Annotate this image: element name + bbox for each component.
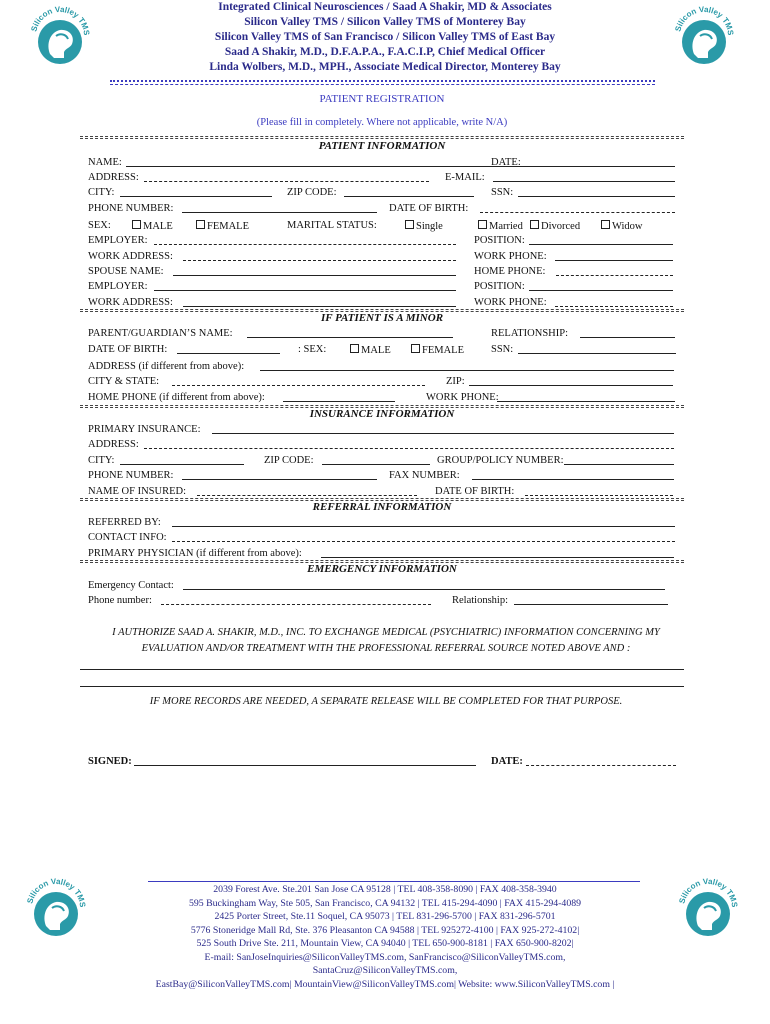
insurance-city-field[interactable] [120,455,244,468]
home-phone-field[interactable] [556,266,673,279]
patient-row-sex-marital [88,220,684,235]
minor-home-phone-label: HOME PHONE (if different from above): [88,392,265,403]
letterhead-line: Linda Wolbers, M.D., MPH., Associate Medical Director, Monterey Bay [209,61,561,73]
emergency-contact-field[interactable] [183,580,665,593]
minor-city-label: CITY & STATE: [88,376,160,387]
spouse-work-address-label: WORK ADDRESS: [88,297,173,308]
zip-label: ZIP CODE: [287,187,337,198]
emergency-relationship-label: Relationship: [452,595,508,606]
referred-by-field[interactable] [172,517,675,530]
marital-single-checkbox[interactable]: Single [405,220,443,232]
insurance-zip-label: ZIP CODE: [264,455,314,466]
signature-field[interactable] [134,756,476,769]
group-field[interactable] [564,455,674,468]
patient-row-phone [88,203,684,218]
logo-top-left [28,6,92,70]
emergency-row-phone [88,595,684,610]
signed-date-field[interactable] [526,756,676,769]
minor-ssn-label: SSN: [491,344,514,355]
letterhead-line: Integrated Clinical Neurosciences / Saad A Shakir, MD & Associates [218,1,552,13]
name-label: NAME: [88,157,122,168]
minor-dob-label: DATE OF BIRTH: [88,344,168,355]
header-divider-2 [110,84,655,85]
signature-row [88,756,684,771]
referral-row-contact [88,532,684,547]
authorization-line: I AUTHORIZE SAAD A. SHAKIR, M.D., INC. TO EXCHANGE MEDICAL (PSYCHIATRIC) INFORMATION CONCERNING MY [112,627,660,638]
minor-row-dob [88,344,684,359]
signed-label: SIGNED: [88,756,132,767]
form-title: PATIENT REGISTRATION [319,93,445,105]
insured-label: NAME OF INSURED: [88,486,187,497]
primary-insurance-field[interactable] [212,424,674,437]
section-referral: REFERRAL INFORMATION [312,501,452,513]
minor-row-guardian [88,328,684,343]
form-instructions: (Please fill in completely. Where not applicable, write N/A) [256,117,508,128]
referred-by-label: REFERRED BY: [88,517,161,528]
minor-row-city [88,376,684,391]
divider [80,560,684,561]
insurance-phone-label: PHONE NUMBER: [88,470,174,481]
footer-line: 5776 Stoneridge Mall Rd, Ste. 376 Pleasanton CA 94588 | TEL 925272-4100 | FAX 925-272-4102| [190,924,580,936]
logo-text: Silicon Valley TMS [29,6,92,36]
footer-line: 2039 Forest Ave. Ste.201 San Jose CA 95128 | TEL 408-358-8090 | FAX 408-358-3940 [213,884,557,895]
position-field[interactable] [529,235,673,248]
work-phone-label: WORK PHONE: [474,251,547,262]
footer-addresses [140,883,630,991]
section-patient-information: PATIENT INFORMATION [318,140,446,152]
minor-address-field[interactable] [260,361,674,374]
date-label: DATE: [491,157,521,168]
relationship-field[interactable] [580,328,675,341]
guardian-field[interactable] [247,328,453,341]
logo-bottom-right [676,878,740,942]
contact-info-field[interactable] [172,532,675,545]
footer-line: EastBay@SiliconValleyTMS.com| MountainView@SiliconValleyTMS.com| Website: www.SiliconValleyTMS.com | [155,978,615,990]
signed-date-label: DATE: [491,756,523,767]
employer-field[interactable] [154,235,456,248]
relationship-label: RELATIONSHIP: [491,328,569,339]
emergency-row-contact [88,580,684,595]
phone-label: PHONE NUMBER: [88,203,174,214]
insurance-address-label: ADDRESS: [88,439,139,450]
divider [80,498,684,499]
spouse-position-label: POSITION: [474,281,525,292]
city-label: CITY: [88,187,115,198]
footer-line: E-mail: SanJoseInquiries@SiliconValleyTMS.com, SanFrancisco@SiliconValleyTMS.com, SantaCruz@SiliconValleyTMS.com, [204,951,566,976]
authorization-field-2[interactable] [80,686,684,687]
marital-widow-checkbox[interactable]: Widow [601,220,643,232]
primary-insurance-label: PRIMARY INSURANCE: [88,424,201,435]
minor-work-phone-field[interactable] [497,392,675,405]
patient-row-name [88,157,684,172]
minor-ssn-field[interactable] [518,344,676,357]
spouse-position-field[interactable] [529,281,673,294]
footer-line: 525 South Drive Ste. 211, Mountain View, CA 94040 | TEL 650-900-8181 | FAX 650-900-8202| [196,938,574,949]
insurance-row-address [88,439,684,454]
position-label: POSITION: [474,235,525,246]
minor-sex-label: : SEX: [298,344,327,355]
address-label: ADDRESS: [88,172,139,183]
patient-row-employer [88,235,684,250]
section-emergency: EMERGENCY INFORMATION [307,563,457,575]
minor-zip-label: ZIP: [446,376,465,387]
insurance-address-field[interactable] [144,439,674,452]
logo-text: Silicon Valley TMS [673,6,736,36]
zip-field[interactable] [344,187,474,200]
authorization-line: EVALUATION AND/OR TREATMENT WITH THE PROFESSIONAL REFERRAL SOURCE NOTED ABOVE AND : [141,643,631,654]
ssn-label: SSN: [491,187,514,198]
logo-text: Silicon Valley TMS [25,878,88,908]
guardian-label: PARENT/GUARDIAN’S NAME: [88,328,233,339]
fax-field[interactable] [472,470,674,483]
divider [80,136,684,137]
marital-married-checkbox[interactable]: Married [478,220,523,232]
minor-work-phone-label: WORK PHONE: [426,392,499,403]
section-insurance: INSURANCE INFORMATION [309,408,455,420]
phone-field[interactable] [182,203,377,216]
patient-row-employer2 [88,281,684,296]
emergency-relationship-field[interactable] [514,595,668,608]
dob-label: DATE OF BIRTH: [389,203,469,214]
records-note: IF MORE RECORDS ARE NEEDED, A SEPARATE RELEASE WILL BE COMPLETED FOR THAT PURPOSE. [149,696,623,707]
ssn-field[interactable] [518,187,675,200]
logo-text: Silicon Valley TMS [677,878,740,908]
city-field[interactable] [120,187,272,200]
spouse-work-phone-label: WORK PHONE: [474,297,547,308]
employer-label: EMPLOYER: [88,235,148,246]
dob-field[interactable] [480,203,675,216]
patient-row-address [88,172,684,187]
sex-male-checkbox[interactable]: MALE [132,220,173,232]
referral-row-referred [88,517,684,532]
minor-male-checkbox[interactable]: MALE [350,344,391,356]
section-minor: IF PATIENT IS A MINOR [320,312,444,324]
fax-label: FAX NUMBER: [389,470,460,481]
header-divider [110,80,655,82]
spouse-name-label: SPOUSE NAME: [88,266,164,277]
work-address-label: WORK ADDRESS: [88,251,173,262]
contact-info-label: CONTACT INFO: [88,532,167,543]
sex-label: SEX: [88,220,111,231]
footer-line: 2425 Porter Street, Ste.11 Soquel, CA 95073 | TEL 831-296-5700 | FAX 831-296-5701 [214,911,556,922]
insurance-phone-field[interactable] [182,470,377,483]
insurance-city-label: CITY: [88,455,115,466]
divider [80,309,684,310]
email-field[interactable] [493,172,675,185]
group-label: GROUP/POLICY NUMBER: [437,455,564,466]
work-phone-field[interactable] [555,251,673,264]
spouse-employer-label: EMPLOYER: [88,281,148,292]
spouse-employer-field[interactable] [154,281,456,294]
letterhead [150,0,620,75]
minor-city-field[interactable] [172,376,425,389]
marital-divorced-checkbox[interactable]: Divorced [530,220,580,232]
date-field[interactable] [525,157,675,170]
insured-dob-label: DATE OF BIRTH: [435,486,515,497]
divider [80,405,684,406]
emergency-phone-field[interactable] [161,595,431,608]
insurance-zip-field[interactable] [322,455,430,468]
minor-address-label: ADDRESS (if different from above): [88,361,245,372]
footer-divider [148,881,640,882]
logo-top-right [672,6,736,70]
divider [80,138,684,139]
letterhead-line: Silicon Valley TMS of San Francisco / Silicon Valley TMS of East Bay [214,31,556,43]
insurance-row-city [88,455,684,470]
marital-label: MARITAL STATUS: [287,220,377,231]
patient-row-spouse [88,266,684,281]
minor-row-address [88,361,684,376]
letterhead-line: Saad A Shakir, M.D., D.F.A.P.A., F.A.C.I.P, Chief Medical Officer [224,46,546,58]
sex-female-checkbox[interactable]: FEMALE [196,220,249,232]
logo-bottom-left [24,878,88,942]
emergency-contact-label: Emergency Contact: [88,580,174,591]
patient-row-work-address [88,251,684,266]
insurance-row-phone [88,470,684,485]
emergency-phone-label: Phone number: [88,595,152,606]
work-address-field[interactable] [183,251,456,264]
authorization-field-1[interactable] [80,669,684,670]
email-label: E-MAIL: [445,172,485,183]
minor-home-phone-field[interactable] [283,392,395,405]
address-field[interactable] [144,172,429,185]
minor-dob-field[interactable] [177,344,280,357]
minor-zip-field[interactable] [469,376,673,389]
home-phone-label: HOME PHONE: [474,266,546,277]
minor-female-checkbox[interactable]: FEMALE [411,344,464,356]
authorization-text [88,625,684,657]
spouse-name-field[interactable] [173,266,456,279]
insurance-row-primary [88,424,684,439]
patient-row-city [88,187,684,202]
physician-label: PRIMARY PHYSICIAN (if different from above): [88,548,302,559]
letterhead-line: Silicon Valley TMS / Silicon Valley TMS of Monterey Bay [244,16,526,28]
footer-line: 595 Buckingham Way, Ste 505, San Francisco, CA 94132 | TEL 415-294-4090 | FAX 415-294-4089 [188,897,582,909]
